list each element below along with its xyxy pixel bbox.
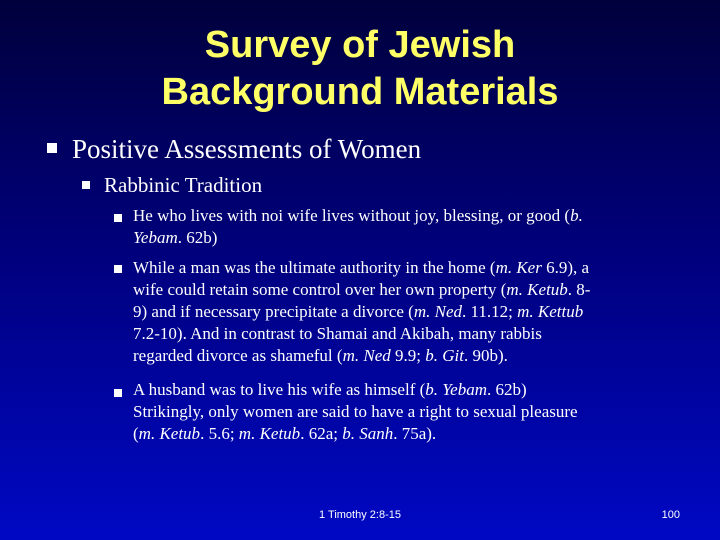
slide-number: 100 xyxy=(661,509,680,521)
bullet-level1-text: Positive Assessments of Women xyxy=(72,134,422,164)
sub-bullet-1: He who lives with noi wife lives without joy, blessing, or good (b. Yebam. 62b) xyxy=(133,206,583,247)
slide-title-line-1: Survey of Jewish xyxy=(204,24,516,66)
square-bullet-icon xyxy=(82,181,90,189)
square-bullet-icon xyxy=(114,389,122,397)
slide-title-line-2: Background Materials xyxy=(161,71,559,113)
sub-bullet-2: While a man was the ultimate authority in the home (m. Ker 6.9), a wife could retain some control over her own property (m. Ketub. 8- 9) and if necessary precipitate a divorce (m. Ned. 11.12; m. Kettub 7.2-10). And in contrast to Shamai and Akibah, many rabbis regarded divorce as shameful (m. Ned 9.9; b. Git. 90b). xyxy=(133,258,591,365)
sub-bullet-3: A husband was to live his wife as himself (b. Yebam. 62b) Strikingly, only women are said to have a right to sexual pleasure (m. Ketub. 5.6; m. Ketub. 62a; b. Sanh. 75a). xyxy=(133,380,578,443)
slide-title xyxy=(0,22,720,116)
square-bullet-icon xyxy=(114,265,122,273)
footer-reference: 1 Timothy 2:8-15 xyxy=(319,509,401,521)
square-bullet-icon xyxy=(114,214,122,222)
square-bullet-icon xyxy=(47,143,57,153)
bullet-level2-text: Rabbinic Tradition xyxy=(104,173,263,197)
